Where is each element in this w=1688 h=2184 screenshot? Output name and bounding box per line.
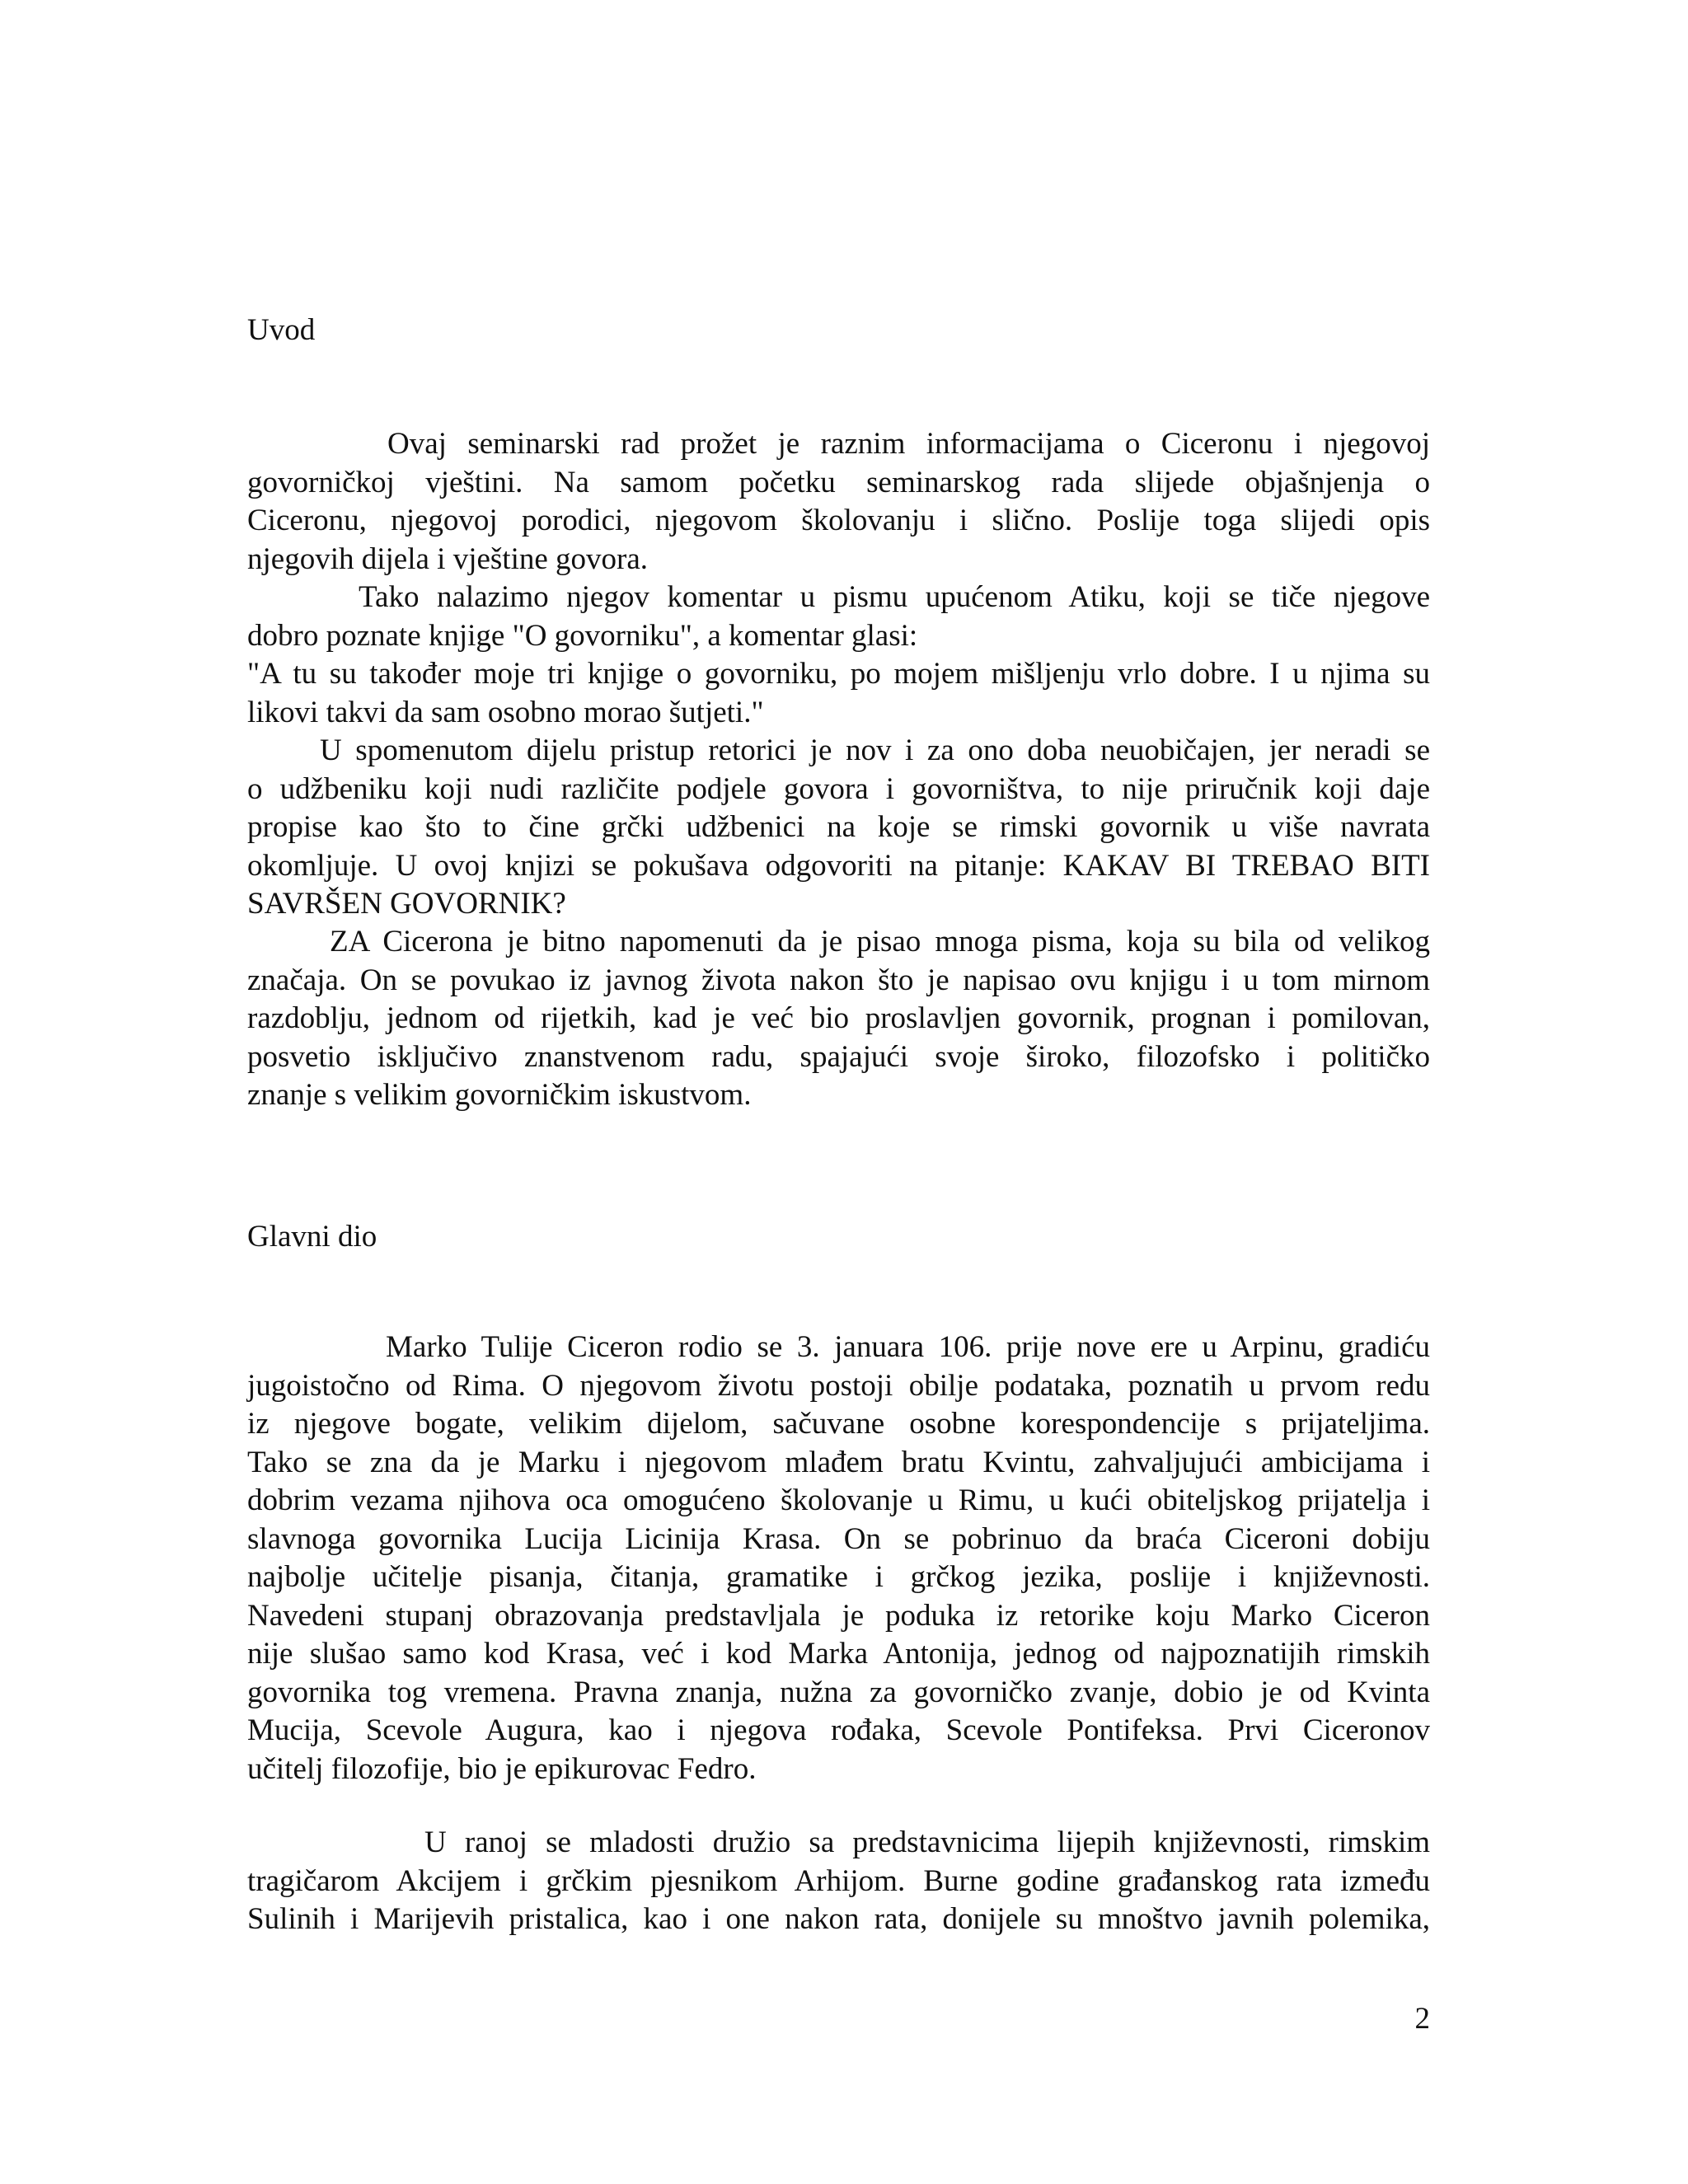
paragraph-intro-3: [247, 732, 1430, 924]
text-line: Ovaj seminarski rad prožet je raznim informacijama o Ciceronu i njegovoj: [387, 427, 1430, 461]
text-line: najbolje učitelje pisanja, čitanja, gramatike i grčkog jezika, poslije i književnosti.: [247, 1560, 1430, 1594]
text-line: "A tu su također moje tri knjige o govorniku, po mojem mišljenju vrlo dobre. I u njima su: [247, 657, 1430, 691]
text-line: znanje s velikim govorničkim iskustvom.: [247, 1078, 752, 1112]
text-line: propise kao što to čine grčki udžbenici na koje se rimski govornik u više navrata: [247, 810, 1430, 844]
paragraph-intro-4: [247, 923, 1430, 1115]
text-line: jugoistočno od Rima. O njegovom životu postoji obilje podataka, poznatih u prvom redu: [247, 1368, 1430, 1403]
paragraph-intro-1: [247, 425, 1430, 579]
text-line: dobro poznate knjige "O govorniku", a komentar glasi:: [247, 618, 918, 653]
text-line: govorničkoj vještini. Na samom početku seminarskog rada slijede objašnjenja o: [247, 465, 1430, 499]
paragraph-main-1: [247, 1329, 1430, 1788]
text-line: likovi takvi da sam osobno morao šutjeti.": [247, 695, 764, 729]
text-line: Sulinih i Marijevih pristalica, kao i one nakon rata, donijele su mnoštvo javnih polemika,: [247, 1902, 1430, 1936]
text-line: Tako se zna da je Marku i njegovom mlađem bratu Kvintu, zahvaljujući ambicijama i: [247, 1445, 1430, 1479]
text-line: značaja. On se povukao iz javnog života nakon što je napisao ovu knjigu i u tom mirnom: [247, 963, 1430, 997]
section-heading-glavni-dio: Glavni dio: [247, 1220, 377, 1254]
text-line: tragičarom Akcijem i grčkim pjesnikom Arhijom. Burne godine građanskog rata između: [247, 1863, 1430, 1898]
text-line: Navedeni stupanj obrazovanja predstavljala je poduka iz retorike koju Marko Ciceron: [247, 1598, 1430, 1633]
text-line: U ranoj se mladosti družio sa predstavnicima lijepih književnosti, rimskim: [424, 1825, 1430, 1859]
text-line: njegovih dijela i vještine govora.: [247, 541, 649, 576]
text-line: govornika tog vremena. Pravna znanja, nužna za govorničko zvanje, dobio je od Kvinta: [247, 1675, 1430, 1709]
text-line: ZA Cicerona je bitno napomenuti da je pisao mnoga pisma, koja su bila od velikog: [330, 925, 1430, 958]
text-line: Tako nalazimo njegov komentar u pismu upućenom Atiku, koji se tiče njegove: [359, 580, 1430, 614]
text-line: Ciceronu, njegovoj porodici, njegovom školovanju i slično. Poslije toga slijedi opis: [247, 504, 1430, 537]
text-line: okomljuje. U ovoj knjizi se pokušava odgovoriti na pitanje: KAKAV BI TREBAO BITI: [247, 848, 1430, 883]
text-line: Mucija, Scevole Augura, kao i njegova rođaka, Scevole Pontifeksa. Prvi Ciceronov: [247, 1713, 1430, 1747]
text-line: nije slušao samo kod Krasa, već i kod Marka Antonija, jednog od najpoznatijih rimskih: [247, 1637, 1430, 1671]
page-number: 2: [1414, 2002, 1430, 2036]
text-line: U spomenutom dijelu pristup retorici je nov i za ono doba neuobičajen, jer neradi se: [320, 733, 1430, 767]
text-line: posvetio isključivo znanstvenom radu, spajajući svoje široko, filozofsko i političko: [247, 1039, 1430, 1074]
text-line: slavnoga govornika Lucija Licinija Krasa. On se pobrinuo da braća Ciceroni dobiju: [247, 1521, 1430, 1556]
paragraph-intro-2: [247, 579, 1430, 655]
text-line: dobrim vezama njihova oca omogućeno školovanje u Rimu, u kući obiteljskog prijatelja i: [247, 1483, 1430, 1517]
section-heading-uvod: Uvod: [247, 313, 316, 347]
paragraph-quote: [247, 655, 1430, 732]
text-line: razdoblju, jednom od rijetkih, kad je već bio proslavljen govornik, prognan i pomilovan,: [247, 1001, 1430, 1035]
paragraph-main-2: [247, 1824, 1430, 1939]
text-line: o udžbeniku koji nudi različite podjele govora i govorništva, to nije priručnik koji daje: [247, 771, 1430, 806]
text-line: Marko Tulije Ciceron rodio se 3. januara 106. prije nove ere u Arpinu, gradiću: [386, 1330, 1430, 1364]
text-line: SAVRŠEN GOVORNIK?: [247, 887, 566, 921]
text-line: iz njegove bogate, velikim dijelom, sačuvane osobne korespondencije s prijateljima.: [247, 1407, 1430, 1441]
text-line: učitelj filozofije, bio je epikurovac Fedro.: [247, 1751, 757, 1786]
